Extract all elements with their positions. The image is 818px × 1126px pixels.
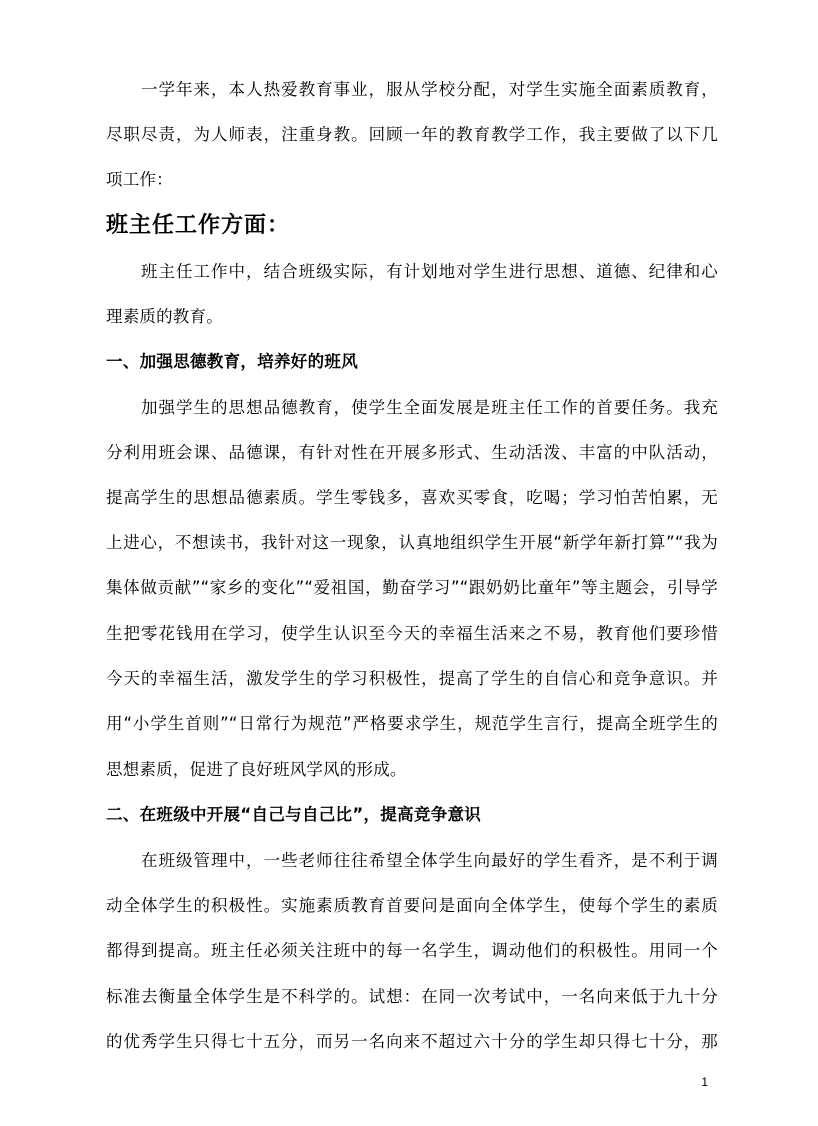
subsection-2-line-2: 动全体学生的积极性。实施素质教育首要问是面向全体学生，使每个学生的素质 [106,896,718,915]
subsection-1-line-9: 思想素质，促进了良好班风学风的形成。 [106,760,407,779]
section-title: 班主任工作方面： [106,213,291,238]
subsection-2-title: 二、在班级中开展“自己与自己比”，提高竞争意识 [106,805,482,824]
intro-line-1: 一学年来，本人热爱教育事业，服从学校分配，对学生实施全面素质教育， [141,80,718,99]
subsection-2-line-5: 的优秀学生只得七十五分，而另一名向来不超过六十分的学生却只得七十分，那 [106,1032,718,1051]
subsection-2-line-1: 在班级管理中，一些老师往往希望全体学生向最好的学生看齐，是不利于调 [141,851,718,870]
subsection-2-line-4: 标准去衡量全体学生是不科学的。试想：在同一次考试中，一名向来低于九十分 [106,987,718,1006]
subsection-1-line-7: 今天的幸福生活，激发学生的学习积极性，提高了学生的自信心和竞争意识。并 [106,669,718,688]
subsection-2-line-3: 都得到提高。班主任必须关注班中的每一名学生，调动他们的积极性。用同一个 [106,941,718,960]
section-intro-line-1: 班主任工作中，结合班级实际，有计划地对学生进行思想、道德、纪律和心 [141,262,718,281]
intro-line-2: 尽职尽责，为人师表，注重身教。回顾一年的教育教学工作，我主要做了以下几 [106,125,718,144]
subsection-1-line-8: 用“小学生首则”“日常行为规范”严格要求学生，规范学生言行，提高全班学生的 [106,714,718,733]
intro-line-3: 项工作： [106,170,173,189]
subsection-1-line-3: 提高学生的思想品德素质。学生零钱多，喜欢买零食，吃喝；学习怕苦怕累，无 [106,488,718,507]
subsection-1-title: 一、加强思德教育，培养好的班风 [106,352,358,371]
section-intro-line-2: 理素质的教育。 [106,307,223,326]
page-number: 1 [701,1075,708,1089]
subsection-1-line-2: 分利用班会课、品德课，有针对性在开展多形式、生动活泼、丰富的中队活动， [106,443,718,462]
subsection-1-line-5: 集体做贡献”“家乡的变化”“爱祖国，勤奋学习”“跟奶奶比童年”等主题会，引导学 [106,578,718,597]
subsection-1-line-6: 生把零花钱用在学习，使学生认识至今天的幸福生活来之不易，教育他们要珍惜 [106,624,718,643]
subsection-1-line-1: 加强学生的思想品德教育，使学生全面发展是班主任工作的首要任务。我充 [141,398,718,417]
subsection-1-line-4: 上进心，不想读书，我针对这一现象，认真地组织学生开展“新学年新打算”“我为 [106,533,718,552]
